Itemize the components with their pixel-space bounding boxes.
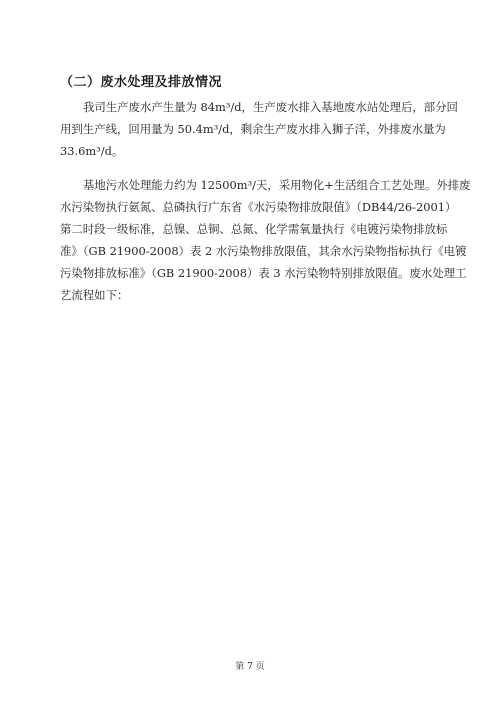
- paragraph-line: 准》（GB 21900-2008）表 2 水污染物排放限值，其余水污染物指标执行《电镀: [60, 244, 467, 258]
- section-heading: （二）废水处理及排放情况: [60, 75, 223, 90]
- paragraph-line: 基地污水处理能力约为 12500m³/天，采用物化+生活组合工艺处理。外排废: [83, 178, 471, 192]
- paragraph-line: 艺流程如下：: [60, 288, 129, 302]
- paragraph-line: 我司生产废水产生量为 84m³/d，生产废水排入基地废水站处理后，部分回: [83, 100, 458, 114]
- paragraph-wastewater-volume: [60, 96, 458, 162]
- page-number: 第 7 页: [235, 662, 265, 672]
- paragraph-line: 用到生产线，回用量为 50.4m³/d，剩余生产废水排入狮子洋，外排废水量为: [60, 122, 446, 136]
- paragraph-line: 污染物排放标准》（GB 21900-2008）表 3 水污染物特别排放限值。废水处理工: [60, 266, 467, 280]
- paragraph-line: 第二时段一级标准，总镍、总铜、总氮、化学需氧量执行《电镀污染物排放标: [60, 222, 448, 236]
- paragraph-line: 33.6m³/d。: [60, 144, 124, 158]
- paragraph-treatment-standards: [60, 174, 471, 306]
- paragraph-line: 水污染物执行氨氮、总磷执行广东省《水污染物排放限值》（DB44/26-2001）: [60, 200, 457, 214]
